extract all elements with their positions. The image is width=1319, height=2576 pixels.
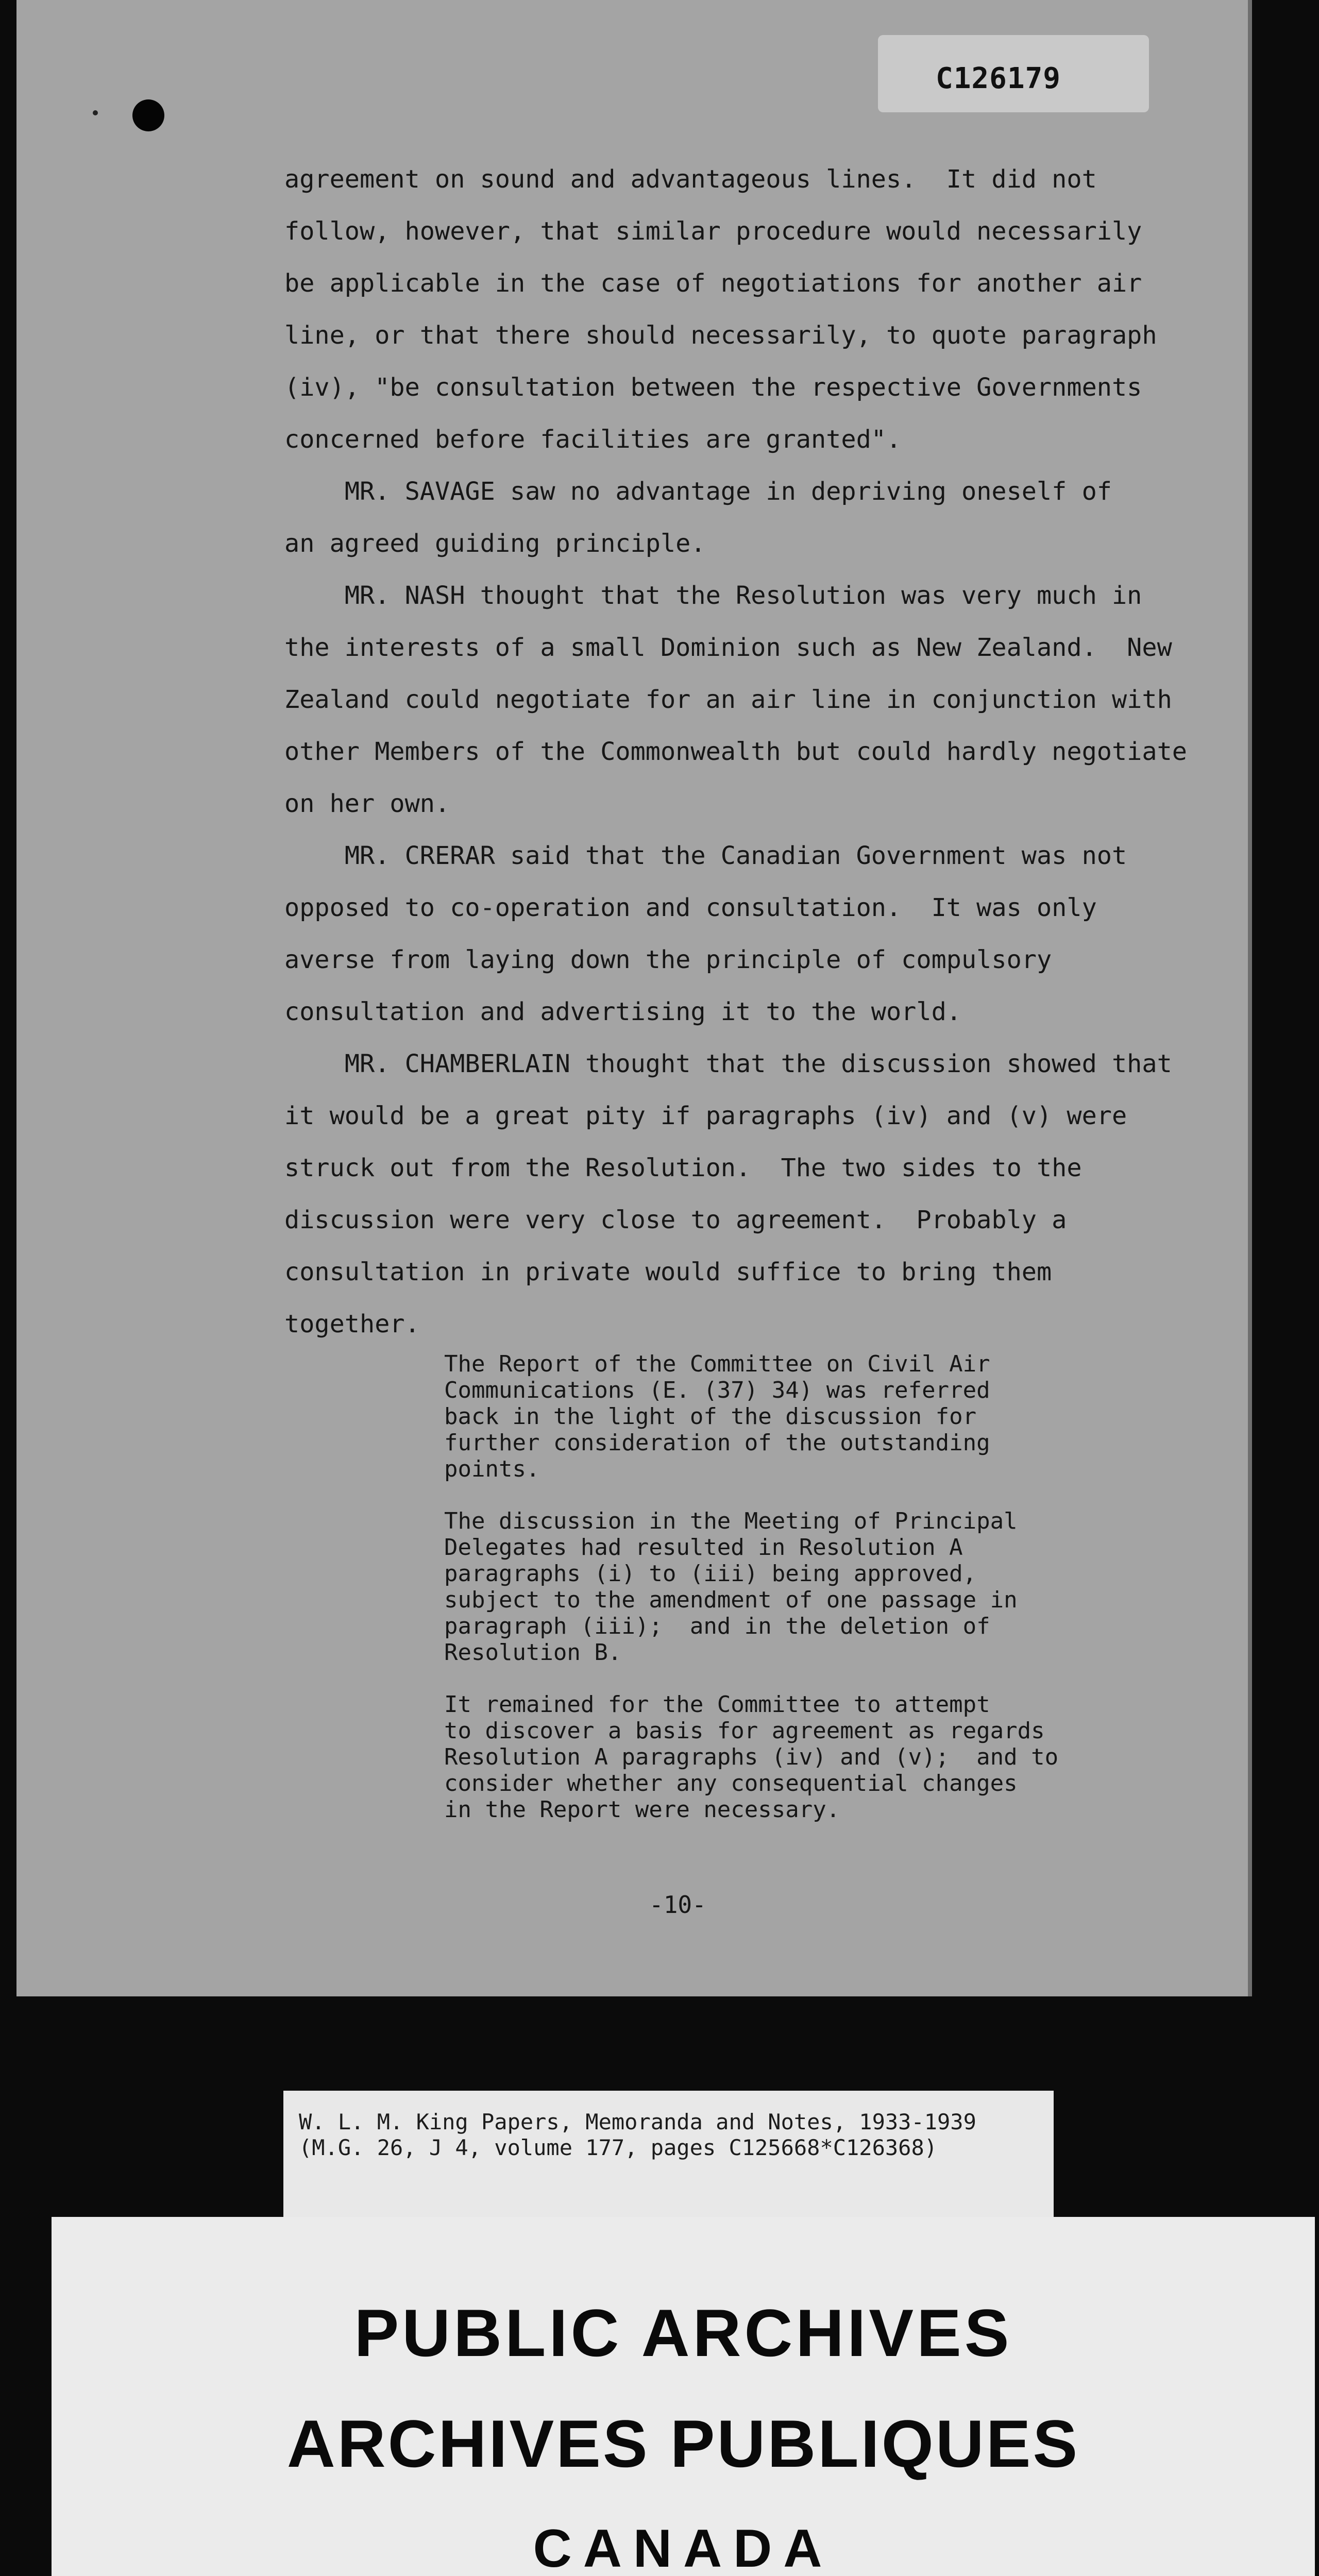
text-line: the interests of a small Dominion such as New Zealand. New <box>284 633 1172 662</box>
source-citation-card <box>283 2091 1054 2222</box>
paragraph-nash <box>284 570 1243 830</box>
text-line: paragraphs (i) to (iii) being approved, <box>444 1561 977 1587</box>
paragraph-savage <box>284 466 1243 570</box>
paragraph-crerar <box>284 830 1243 1038</box>
text-line: The discussion in the Meeting of Principal <box>444 1508 1018 1534</box>
text-line: opposed to co-operation and consultation. It was only <box>284 893 1097 922</box>
text-line: agreement on sound and advantageous lines. It did not <box>284 165 1097 194</box>
text-line: in the Report were necessary. <box>444 1797 840 1823</box>
text-line: MR. CHAMBERLAIN thought that the discussion showed that <box>344 1049 1172 1078</box>
text-line: consider whether any consequential changes <box>444 1770 1018 1797</box>
text-line: MR. CRERAR said that the Canadian Government was not <box>344 841 1127 870</box>
text-line: back in the light of the discussion for <box>444 1403 977 1430</box>
paragraph-continuation <box>284 154 1243 466</box>
public-archives-card <box>52 2217 1315 2576</box>
text-line: consultation in private would suffice to bring them <box>284 1258 1052 1286</box>
text-line: on her own. <box>284 789 450 818</box>
text-line: an agreed guiding principle. <box>284 529 706 558</box>
text-line: paragraph (iii); and in the deletion of <box>444 1613 990 1639</box>
archives-country: CANADA <box>533 2519 834 2576</box>
reference-number-label <box>878 35 1149 112</box>
text-line: line, or that there should necessarily, to quote paragraph <box>284 321 1157 350</box>
reference-number: C126179 <box>936 62 1061 95</box>
page-number: -10- <box>649 1891 706 1919</box>
citation-line: W. L. M. King Papers, Memoranda and Notes, 1933-1939 <box>299 2109 976 2134</box>
text-line: Delegates had resulted in Resolution A <box>444 1534 963 1561</box>
text-line: (iv), "be consultation between the respective Governments <box>284 373 1142 402</box>
text-line: consultation and advertising it to the world. <box>284 997 961 1026</box>
text-line: follow, however, that similar procedure would necessarily <box>284 217 1142 246</box>
text-line: be applicable in the case of negotiations for another air <box>284 269 1142 298</box>
text-line: Zealand could negotiate for an air line in conjunction with <box>284 685 1172 714</box>
text-line: MR. SAVAGE saw no advantage in depriving oneself of <box>344 477 1112 506</box>
text-line: further consideration of the outstanding <box>444 1430 990 1456</box>
conclusions-block <box>444 1351 1165 1849</box>
conclusion-paragraph <box>444 1508 1165 1666</box>
text-line: Resolution B. <box>444 1639 622 1666</box>
dust-speck <box>93 110 98 115</box>
text-line: to discover a basis for agreement as regards <box>444 1718 1045 1744</box>
text-line: points. <box>444 1456 540 1482</box>
text-line: averse from laying down the principle of compulsory <box>284 945 1052 974</box>
text-line: concerned before facilities are granted". <box>284 425 902 454</box>
body-text <box>284 154 1243 1350</box>
archives-title-english: PUBLIC ARCHIVES <box>354 2295 1012 2370</box>
text-line: together. <box>284 1310 420 1338</box>
punch-hole <box>132 99 164 131</box>
text-line: It remained for the Committee to attempt <box>444 1691 990 1718</box>
text-line: Resolution A paragraphs (iv) and (v); and to <box>444 1744 1059 1770</box>
text-line: discussion were very close to agreement. Probably a <box>284 1206 1067 1234</box>
text-line: The Report of the Committee on Civil Air <box>444 1351 990 1377</box>
text-line: MR. NASH thought that the Resolution was very much in <box>344 581 1142 610</box>
text-line: struck out from the Resolution. The two sides to the <box>284 1154 1082 1182</box>
paragraph-chamberlain <box>284 1038 1243 1350</box>
text-line: Communications (E. (37) 34) was referred <box>444 1377 990 1403</box>
conclusion-paragraph <box>444 1351 1165 1482</box>
text-line: subject to the amendment of one passage in <box>444 1587 1018 1613</box>
conclusion-paragraph <box>444 1691 1165 1823</box>
text-line: other Members of the Commonwealth but could hardly negotiate <box>284 737 1187 766</box>
text-line: it would be a great pity if paragraphs (iv) and (v) were <box>284 1101 1127 1130</box>
archives-title-french: ARCHIVES PUBLIQUES <box>286 2406 1080 2481</box>
citation-line: (M.G. 26, J 4, volume 177, pages C125668*C126368) <box>299 2135 938 2160</box>
